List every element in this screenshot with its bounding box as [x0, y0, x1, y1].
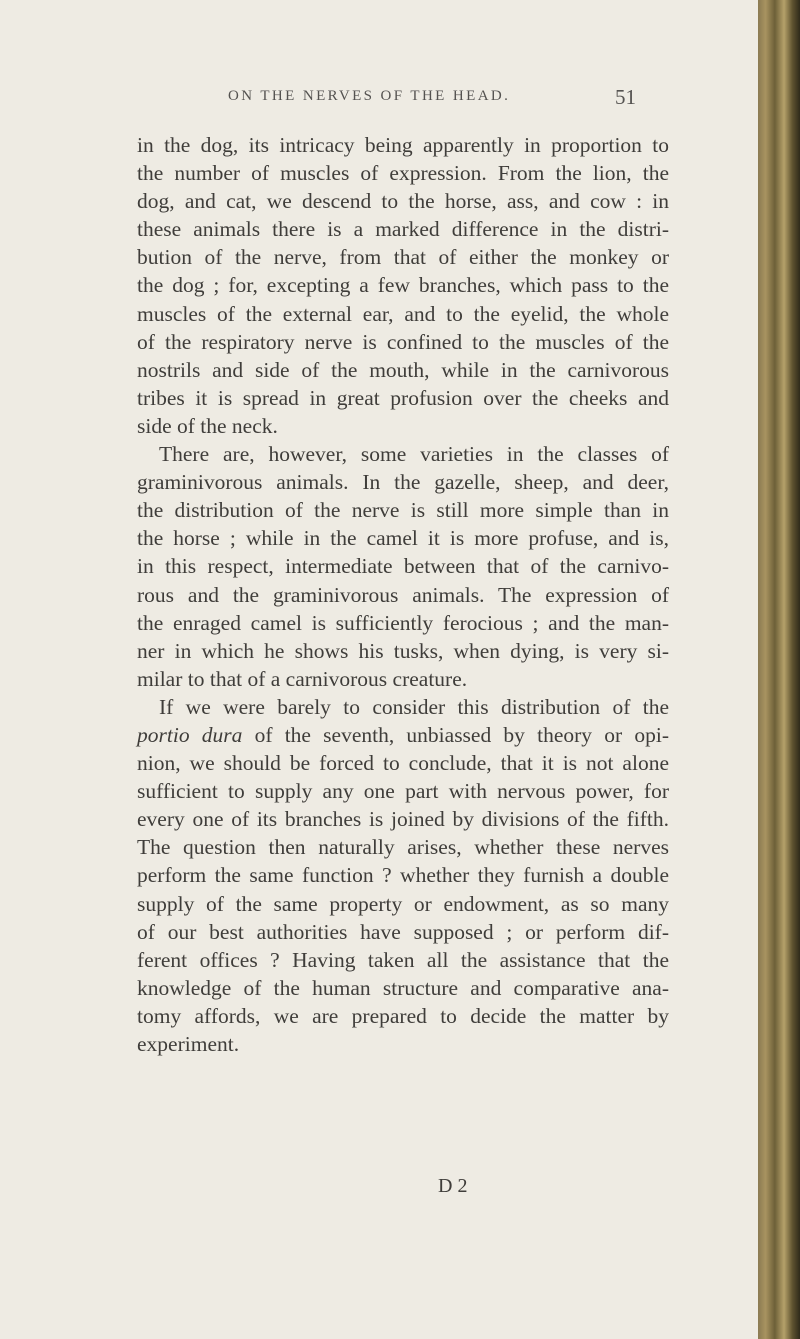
text-line: the number of muscles of expression. From the lion, the	[137, 161, 669, 186]
text-line: nostrils and side of the mouth, while in the carnivorous	[137, 357, 669, 382]
text-line: side of the neck.	[137, 413, 278, 438]
text-line: ner in which he shows his tusks, when dying, is very si-	[137, 638, 669, 663]
text-line: experiment.	[137, 1032, 240, 1056]
text-line: There are, however, some varieties in the classes of	[159, 442, 669, 467]
text-line: every one of its branches is joined by divisions of the fifth.	[137, 807, 669, 832]
text-line: of the respiratory nerve is confined to the muscles of the	[137, 329, 669, 354]
text-line: these animals there is a marked difference in the distri-	[137, 217, 669, 242]
signature-mark: D 2	[438, 1175, 468, 1197]
latin-term: portio dura	[137, 722, 243, 747]
text-line: the enraged camel is sufficiently ferocious ; and the man-	[137, 610, 669, 635]
text-line: muscles of the external ear, and to the eyelid, the whole	[137, 301, 669, 326]
page-number: 51	[615, 85, 636, 109]
text-line: rous and the graminivorous animals. The expression of	[137, 582, 669, 607]
text-line: the horse ; while in the camel it is more profuse, and is,	[137, 526, 669, 551]
running-title: ON THE NERVES OF THE HEAD.	[228, 88, 511, 104]
running-head	[0, 85, 758, 118]
text-line: If we were barely to consider this distribution of the	[159, 694, 669, 719]
text-line: sufficient to supply any one part with nervous power, for	[137, 779, 669, 804]
text-line: tribes it is spread in great profusion over the cheeks and	[137, 385, 669, 410]
text-line: the dog ; for, excepting a few branches, which pass to the	[137, 273, 669, 298]
text-line: the distribution of the nerve is still more simple than in	[137, 498, 669, 523]
text-line: portio dura of the seventh, unbiassed by theory or opi-	[137, 722, 669, 747]
text-line: ferent offices ? Having taken all the assistance that the	[137, 947, 669, 972]
body-text	[137, 131, 669, 1058]
text-line: in the dog, its intricacy being apparently in proportion to	[137, 133, 669, 157]
text-line: dog, and cat, we descend to the horse, ass, and cow : in	[137, 189, 669, 214]
paragraph-2	[137, 440, 669, 693]
text-line: bution of the nerve, from that of either the monkey or	[137, 245, 669, 270]
paragraph-1	[137, 131, 669, 440]
text-line: in this respect, intermediate between that of the carnivo-	[137, 554, 669, 579]
book-binding-edge	[758, 0, 800, 1339]
text-line: perform the same function ? whether they furnish a double	[137, 863, 669, 888]
text-line: graminivorous animals. In the gazelle, sheep, and deer,	[137, 470, 669, 495]
text-line: tomy affords, we are prepared to decide the matter by	[137, 1003, 669, 1028]
text-line: supply of the same property or endowment, as so many	[137, 891, 669, 916]
text-line: of our best authorities have supposed ; or perform dif-	[137, 919, 669, 944]
text-line: milar to that of a carnivorous creature.	[137, 666, 468, 691]
text-line: The question then naturally arises, whether these nerves	[137, 835, 669, 860]
paragraph-3	[137, 693, 669, 1058]
text-line: nion, we should be forced to conclude, that it is not alone	[137, 751, 669, 776]
text-line: knowledge of the human structure and comparative ana-	[137, 975, 669, 1000]
